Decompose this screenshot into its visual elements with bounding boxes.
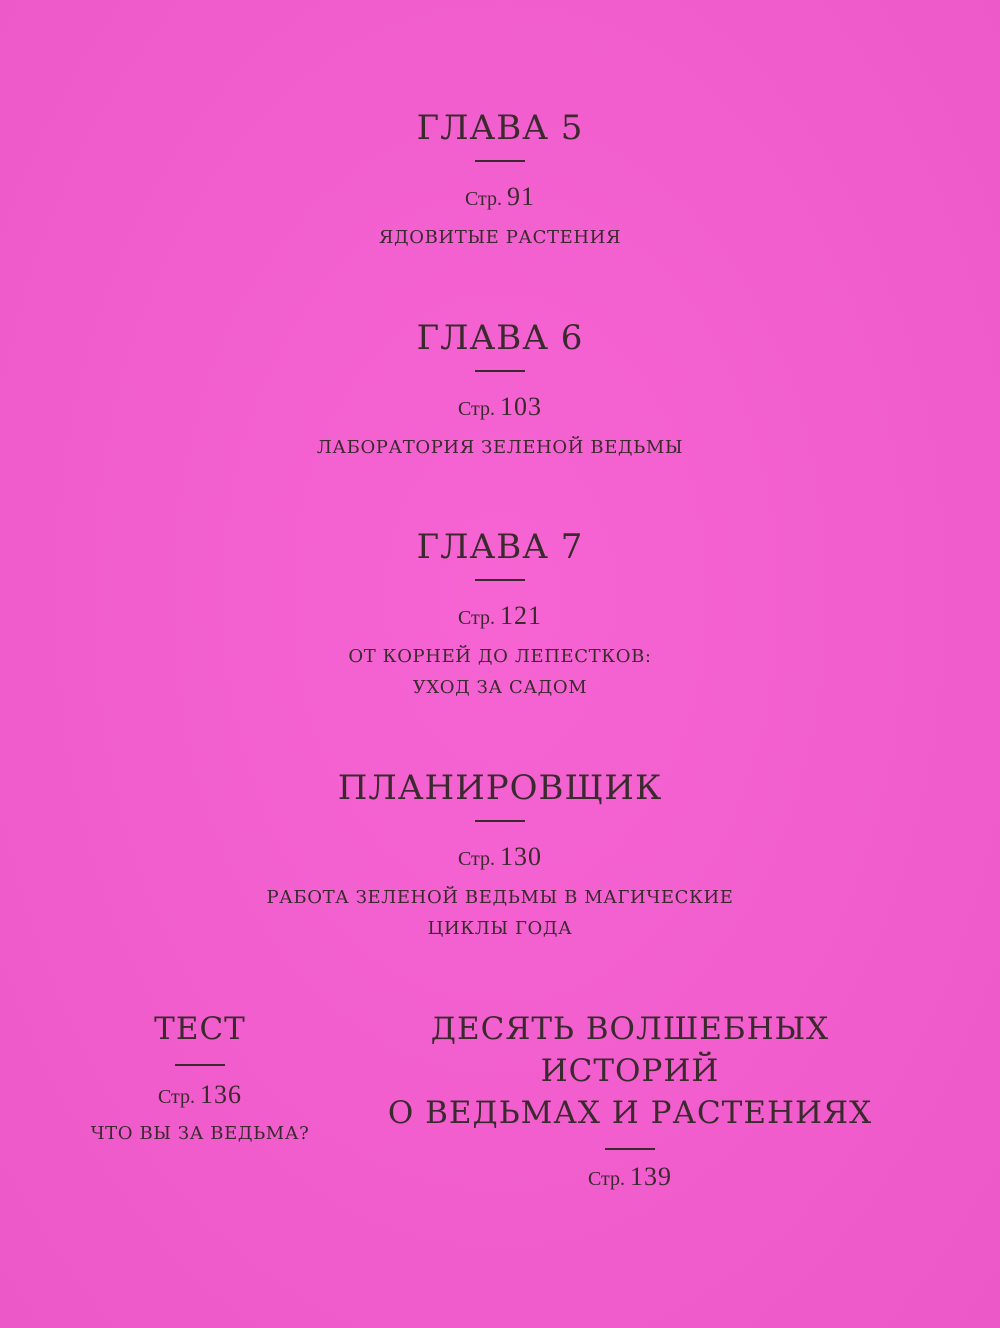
- chapter-title-line: ЛАБОРАТОРИЯ ЗЕЛЕНОЙ ВЕДЬМЫ: [316, 437, 684, 458]
- stories-heading: [340, 1008, 920, 1134]
- test-entry: [60, 1008, 340, 1149]
- page-label: Стр.: [157, 1086, 196, 1108]
- page-number: 130: [500, 842, 543, 871]
- chapter-title: [0, 222, 1000, 253]
- chapter-heading: ГЛАВА 5: [416, 108, 584, 148]
- page-reference: [0, 603, 1000, 631]
- chapter-heading: ПЛАНИРОВЩИК: [337, 768, 663, 808]
- page-reference: [0, 394, 1000, 422]
- divider: [475, 370, 525, 372]
- stories-heading-line: ДЕСЯТЬ ВОЛШЕБНЫХ ИСТОРИЙ: [430, 1011, 830, 1089]
- divider: [475, 160, 525, 162]
- chapter-6-entry: [0, 318, 1000, 463]
- divider: [475, 579, 525, 581]
- divider: [605, 1148, 655, 1150]
- page-number: 121: [500, 601, 543, 630]
- chapter-title-line: РАБОТА ЗЕЛЕНОЙ ВЕДЬМЫ В МАГИЧЕСКИЕ: [266, 887, 734, 908]
- test-heading: ТЕСТ: [154, 1011, 246, 1047]
- chapter-title: [0, 882, 1000, 944]
- page-number: 91: [507, 182, 536, 211]
- chapter-heading: ГЛАВА 6: [416, 318, 584, 358]
- test-title: ЧТО ВЫ ЗА ВЕДЬМА?: [90, 1123, 310, 1144]
- page-reference: [0, 844, 1000, 872]
- page-reference: [340, 1164, 920, 1192]
- chapter-title: [0, 432, 1000, 463]
- chapter-title-line: УХОД ЗА САДОМ: [412, 677, 588, 698]
- chapter-title-line: ОТ КОРНЕЙ ДО ЛЕПЕСТКОВ:: [348, 646, 652, 667]
- divider: [475, 820, 525, 822]
- chapter-title: [0, 641, 1000, 703]
- page-label: Стр.: [457, 848, 496, 870]
- page-label: Стр.: [464, 188, 503, 210]
- page-label: Стр.: [457, 607, 496, 629]
- chapter-5-entry: [0, 108, 1000, 253]
- page-label: Стр.: [457, 398, 496, 420]
- divider: [175, 1064, 225, 1066]
- page-reference: [60, 1082, 340, 1110]
- stories-heading-line: О ВЕДЬМАХ И РАСТЕНИЯХ: [387, 1095, 873, 1131]
- page-reference: [0, 184, 1000, 212]
- page-label: Стр.: [587, 1168, 626, 1190]
- chapter-title-line: ЯДОВИТЫЕ РАСТЕНИЯ: [378, 227, 622, 248]
- stories-entry: [340, 1008, 920, 1192]
- page-number: 139: [630, 1162, 673, 1191]
- chapter-title-line: ЦИКЛЫ ГОДА: [427, 918, 573, 939]
- chapter-7-entry: [0, 527, 1000, 703]
- chapter-heading: ГЛАВА 7: [416, 527, 584, 567]
- page-number: 136: [200, 1080, 243, 1109]
- page-number: 103: [500, 392, 543, 421]
- planner-entry: [0, 768, 1000, 944]
